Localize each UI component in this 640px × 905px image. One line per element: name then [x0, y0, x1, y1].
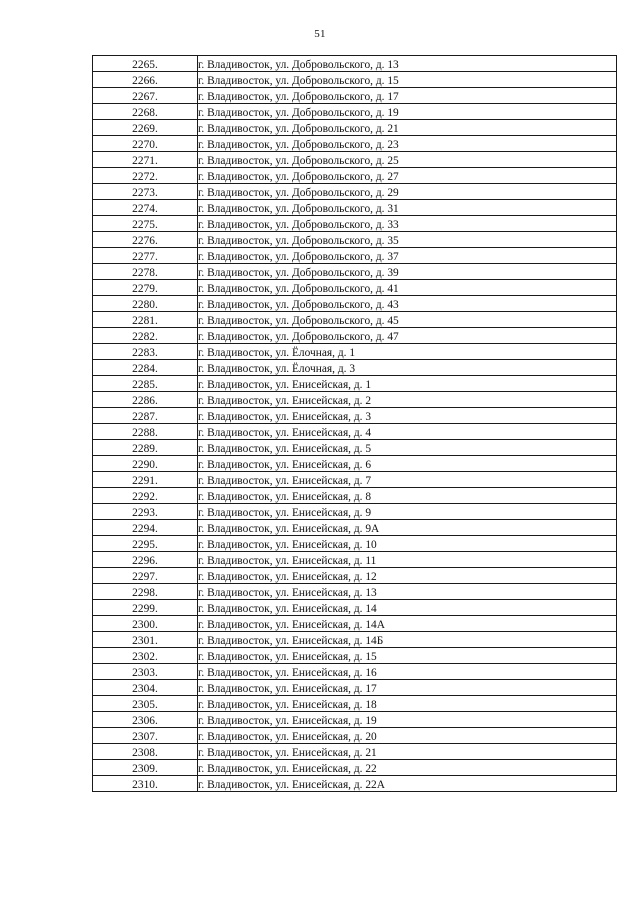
table-row — [93, 440, 617, 456]
table-row — [93, 248, 617, 264]
table-row — [93, 408, 617, 424]
address-cell: г. Владивосток, ул. Ёлочная, д. 3 — [198, 360, 617, 376]
row-number-cell: 2285. — [93, 376, 198, 392]
row-number-cell: 2284. — [93, 360, 198, 376]
row-number-cell: 2278. — [93, 264, 198, 280]
address-cell: г. Владивосток, ул. Енисейская, д. 14 — [198, 600, 617, 616]
table-row — [93, 152, 617, 168]
address-cell: г. Владивосток, ул. Добровольского, д. 23 — [198, 136, 617, 152]
address-cell: г. Владивосток, ул. Енисейская, д. 16 — [198, 664, 617, 680]
table-row — [93, 648, 617, 664]
address-cell: г. Владивосток, ул. Добровольского, д. 25 — [198, 152, 617, 168]
address-cell: г. Владивосток, ул. Добровольского, д. 47 — [198, 328, 617, 344]
address-cell: г. Владивосток, ул. Енисейская, д. 17 — [198, 680, 617, 696]
table-row — [93, 392, 617, 408]
address-cell: г. Владивосток, ул. Добровольского, д. 43 — [198, 296, 617, 312]
address-cell: г. Владивосток, ул. Енисейская, д. 14А — [198, 616, 617, 632]
row-number-cell: 2277. — [93, 248, 198, 264]
address-cell: г. Владивосток, ул. Енисейская, д. 9А — [198, 520, 617, 536]
row-number-cell: 2310. — [93, 776, 198, 792]
table-row — [93, 744, 617, 760]
row-number-cell: 2295. — [93, 536, 198, 552]
row-number-cell: 2269. — [93, 120, 198, 136]
address-table — [92, 55, 617, 792]
table-row — [93, 760, 617, 776]
address-cell: г. Владивосток, ул. Енисейская, д. 7 — [198, 472, 617, 488]
row-number-cell: 2293. — [93, 504, 198, 520]
address-cell: г. Владивосток, ул. Добровольского, д. 39 — [198, 264, 617, 280]
table-row — [93, 312, 617, 328]
row-number-cell: 2297. — [93, 568, 198, 584]
row-number-cell: 2275. — [93, 216, 198, 232]
row-number-cell: 2299. — [93, 600, 198, 616]
address-cell: г. Владивосток, ул. Енисейская, д. 4 — [198, 424, 617, 440]
table-row — [93, 104, 617, 120]
row-number-cell: 2309. — [93, 760, 198, 776]
row-number-cell: 2305. — [93, 696, 198, 712]
table-row — [93, 472, 617, 488]
table-row — [93, 456, 617, 472]
row-number-cell: 2288. — [93, 424, 198, 440]
address-cell: г. Владивосток, ул. Енисейская, д. 8 — [198, 488, 617, 504]
row-number-cell: 2308. — [93, 744, 198, 760]
table-row — [93, 200, 617, 216]
row-number-cell: 2276. — [93, 232, 198, 248]
address-cell: г. Владивосток, ул. Енисейская, д. 11 — [198, 552, 617, 568]
table-row — [93, 520, 617, 536]
row-number-cell: 2302. — [93, 648, 198, 664]
row-number-cell: 2291. — [93, 472, 198, 488]
address-cell: г. Владивосток, ул. Добровольского, д. 17 — [198, 88, 617, 104]
table-row — [93, 168, 617, 184]
address-cell: г. Владивосток, ул. Енисейская, д. 1 — [198, 376, 617, 392]
table-row — [93, 264, 617, 280]
address-cell: г. Владивосток, ул. Енисейская, д. 5 — [198, 440, 617, 456]
address-table-body — [93, 56, 617, 792]
table-row — [93, 584, 617, 600]
table-row — [93, 568, 617, 584]
address-cell: г. Владивосток, ул. Добровольского, д. 37 — [198, 248, 617, 264]
table-row — [93, 216, 617, 232]
address-cell: г. Владивосток, ул. Добровольского, д. 19 — [198, 104, 617, 120]
table-row — [93, 600, 617, 616]
table-row — [93, 376, 617, 392]
row-number-cell: 2267. — [93, 88, 198, 104]
row-number-cell: 2280. — [93, 296, 198, 312]
row-number-cell: 2306. — [93, 712, 198, 728]
table-row — [93, 680, 617, 696]
address-cell: г. Владивосток, ул. Енисейская, д. 15 — [198, 648, 617, 664]
table-row — [93, 424, 617, 440]
address-cell: г. Владивосток, ул. Енисейская, д. 2 — [198, 392, 617, 408]
table-row — [93, 88, 617, 104]
address-cell: г. Владивосток, ул. Добровольского, д. 15 — [198, 72, 617, 88]
table-row — [93, 504, 617, 520]
address-cell: г. Владивосток, ул. Добровольского, д. 13 — [198, 56, 617, 72]
row-number-cell: 2307. — [93, 728, 198, 744]
row-number-cell: 2286. — [93, 392, 198, 408]
table-row — [93, 136, 617, 152]
address-cell: г. Владивосток, ул. Добровольского, д. 45 — [198, 312, 617, 328]
table-row — [93, 120, 617, 136]
address-cell: г. Владивосток, ул. Добровольского, д. 21 — [198, 120, 617, 136]
address-cell: г. Владивосток, ул. Добровольского, д. 35 — [198, 232, 617, 248]
address-cell: г. Владивосток, ул. Добровольского, д. 27 — [198, 168, 617, 184]
table-row — [93, 344, 617, 360]
table-row — [93, 776, 617, 792]
table-row — [93, 712, 617, 728]
address-cell: г. Владивосток, ул. Добровольского, д. 41 — [198, 280, 617, 296]
address-cell: г. Владивосток, ул. Ёлочная, д. 1 — [198, 344, 617, 360]
table-row — [93, 232, 617, 248]
row-number-cell: 2296. — [93, 552, 198, 568]
address-cell: г. Владивосток, ул. Енисейская, д. 12 — [198, 568, 617, 584]
address-cell: г. Владивосток, ул. Енисейская, д. 6 — [198, 456, 617, 472]
table-row — [93, 616, 617, 632]
table-row — [93, 184, 617, 200]
row-number-cell: 2272. — [93, 168, 198, 184]
table-row — [93, 696, 617, 712]
table-row — [93, 72, 617, 88]
address-cell: г. Владивосток, ул. Енисейская, д. 13 — [198, 584, 617, 600]
address-cell: г. Владивосток, ул. Добровольского, д. 31 — [198, 200, 617, 216]
row-number-cell: 2303. — [93, 664, 198, 680]
table-row — [93, 632, 617, 648]
row-number-cell: 2300. — [93, 616, 198, 632]
row-number-cell: 2292. — [93, 488, 198, 504]
row-number-cell: 2265. — [93, 56, 198, 72]
row-number-cell: 2283. — [93, 344, 198, 360]
table-row — [93, 536, 617, 552]
address-cell: г. Владивосток, ул. Енисейская, д. 10 — [198, 536, 617, 552]
address-cell: г. Владивосток, ул. Енисейская, д. 22А — [198, 776, 617, 792]
row-number-cell: 2287. — [93, 408, 198, 424]
table-row — [93, 552, 617, 568]
address-cell: г. Владивосток, ул. Енисейская, д. 3 — [198, 408, 617, 424]
address-cell: г. Владивосток, ул. Енисейская, д. 18 — [198, 696, 617, 712]
table-row — [93, 360, 617, 376]
table-row — [93, 728, 617, 744]
row-number-cell: 2268. — [93, 104, 198, 120]
address-cell: г. Владивосток, ул. Енисейская, д. 21 — [198, 744, 617, 760]
row-number-cell: 2273. — [93, 184, 198, 200]
row-number-cell: 2294. — [93, 520, 198, 536]
table-row — [93, 56, 617, 72]
address-cell: г. Владивосток, ул. Енисейская, д. 22 — [198, 760, 617, 776]
row-number-cell: 2298. — [93, 584, 198, 600]
row-number-cell: 2279. — [93, 280, 198, 296]
row-number-cell: 2304. — [93, 680, 198, 696]
row-number-cell: 2301. — [93, 632, 198, 648]
row-number-cell: 2271. — [93, 152, 198, 168]
row-number-cell: 2282. — [93, 328, 198, 344]
address-cell: г. Владивосток, ул. Енисейская, д. 14Б — [198, 632, 617, 648]
table-row — [93, 328, 617, 344]
table-row — [93, 296, 617, 312]
row-number-cell: 2266. — [93, 72, 198, 88]
address-cell: г. Владивосток, ул. Енисейская, д. 19 — [198, 712, 617, 728]
row-number-cell: 2274. — [93, 200, 198, 216]
row-number-cell: 2281. — [93, 312, 198, 328]
address-cell: г. Владивосток, ул. Добровольского, д. 29 — [198, 184, 617, 200]
table-row — [93, 280, 617, 296]
page-number: 51 — [314, 28, 326, 40]
address-cell: г. Владивосток, ул. Енисейская, д. 9 — [198, 504, 617, 520]
row-number-cell: 2290. — [93, 456, 198, 472]
table-row — [93, 488, 617, 504]
address-cell: г. Владивосток, ул. Енисейская, д. 20 — [198, 728, 617, 744]
row-number-cell: 2270. — [93, 136, 198, 152]
address-cell: г. Владивосток, ул. Добровольского, д. 33 — [198, 216, 617, 232]
row-number-cell: 2289. — [93, 440, 198, 456]
table-row — [93, 664, 617, 680]
